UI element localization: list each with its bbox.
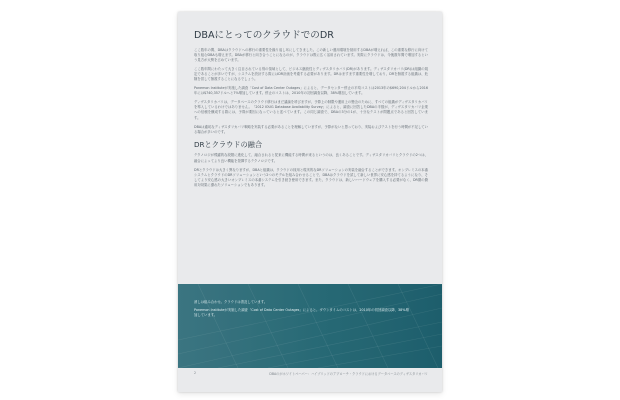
page-title: DBAにとってのクラウドでのDR xyxy=(194,30,334,41)
running-title: DBAのがホワイトペーパー：ハイブリッドのアプローチ・クラウドにおけるデータベースのディザスタリカバリ xyxy=(269,372,428,376)
body-paragraph: DBAは適切なディザスタリカバリ戦略を実装する必要があることを理解していますが、予算がないと思っており、実装およびテストを行う時間が不足している場合が多いのです。 xyxy=(194,124,428,134)
body-paragraph: ディザスタリカバリは、データベースのクラウド移行はまだ議論を呼びますが、予算上の制限や運用上の懸念のために、すべての組織がディザスタリカバリを導入しているわけではありません。「2012 IOUG Database Availability Survey」によると、調査に回答したDBAの半数が、ディザスタリカバリ企業への信頼を醸成する際には、予算が要因になっていると述べています。この同じ調査で、DBAの3分の1が、十分なテストが問題点であると回答しています。 xyxy=(194,100,428,120)
callout-line: Ponemon Instituteが実施した調査「Cost of Data Center Outages」によると、ダウンタイムのコストは、2010年の初回調査以降、38%増加しています。 xyxy=(194,308,409,318)
callout-band xyxy=(178,284,442,368)
body-paragraph: DRとクラウドは大きく異なりますが、DBAと組織は、クラウドの採用と現実的なDRソリューションの実装を融合することができます。オンプレミスの本番システムとクラウドのDRソリューションという2つのモデルを組み合わせることで、DBAはクラウドを試して新しい世界に安心感を持てるようになり、そしてより安心感の大きいオンプレミスの本番システムを引き続き使用できます。また、クラウドは、新しいハードウェアを購入する必要がなく、DR期の費用対効果に優れたソリューションでもあります。 xyxy=(194,167,428,187)
callout-line: 消しは組み合わせ。クラウドは普及しています。 xyxy=(194,300,268,304)
body-paragraph: テクノロジが飛躍的な段階に進化して、融合されると従来に機能する時間が来るというのは、良くあることです。ディザスタリカバリとクラウドの2つは、融合によってより良い機能を発揮するテクノロジです。 xyxy=(194,153,428,163)
body-paragraph: ここ数年間にわたって大きく注目されている別の領域として、ビジネス継続性とディザスタリカバリ(DR)があります。ディザスタリカバリ(DR)は組織の規定であることが多いですが、システムを設計する際にはDR計画を考慮する必要があります。DRはますます重要性を増しており、DRを無視する組織は、危険を冒して無視することになるでしょう。 xyxy=(194,66,428,81)
body-paragraph: Ponemon Instituteが実施した調査「Cost of Data Center Outages」によると、データセンター停止の平均コストは2013年の$690,204ドルから2016年には$740,357ドルへと7%増加しています。停止のコストは、2010年の初回調査以降、38%増加しています。 xyxy=(194,86,428,96)
document-page xyxy=(178,12,442,392)
section-heading: DRとクラウドの融合 xyxy=(194,139,263,149)
building-photo-texture xyxy=(178,284,442,368)
callout-text xyxy=(194,300,412,319)
page-number: 2 xyxy=(194,371,197,375)
body-paragraph: ここ数年の間、DBAはクラウドへの移行の重要性を繰り返し耳にしてきました。この新しい運用環境を採用するDBAが増えれば、この重要な移行に向けて取り組むDBAも増えます。DBAが移行と向き合うことになるのが、クラウドは既に広く活用されています。実際にクラウドは、今後数年間で増加するという見方が大勢を占めています。 xyxy=(194,47,428,62)
page-footer xyxy=(194,371,428,376)
page-content xyxy=(194,30,428,192)
